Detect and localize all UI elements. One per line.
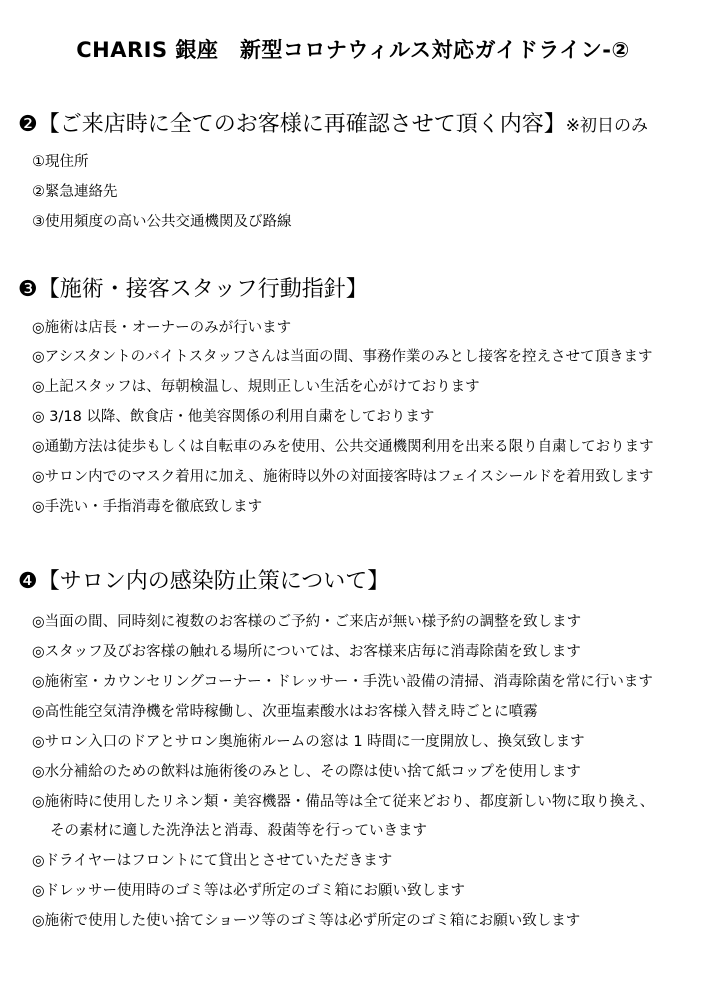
list-item: ◎施術は店長・オーナーのみが行います xyxy=(32,320,292,336)
list-item: ◎施術室・カウンセリングコーナー・ドレッサー・手洗い設備の清掃、消毒除菌を常に行います xyxy=(32,674,653,690)
list-item: ◎ 3/18 以降、飲食店・他美容関係の利用自粛をしております xyxy=(32,409,435,425)
list-item: ◎施術で使用した使い捨てショーツ等のゴミ等は必ず所定のゴミ箱にお願い致します xyxy=(32,913,581,929)
list-item: ◎ドライヤーはフロントにて貸出とさせていただきます xyxy=(32,853,393,869)
list-item: ◎当面の間、同時刻に複数のお客様のご予約・ご来店が無い様予約の調整を致します xyxy=(32,614,582,630)
list-item: ◎サロン入口のドアとサロン奥施術ルームの窓は 1 時間に一度開放し、換気致します xyxy=(32,734,585,750)
list-item: ①現住所 xyxy=(32,154,89,170)
list-item: ◎水分補給のための飲料は施術後のみとし、その際は使い捨て紙コップを使用します xyxy=(32,764,581,780)
section-heading-prevention: ❹【サロン内の感染防止策について】 xyxy=(18,569,390,594)
list-item: ②緊急連絡先 xyxy=(32,184,118,200)
section-heading-reconfirm xyxy=(18,110,648,141)
section-heading-text: ❷【ご来店時に全てのお客様に再確認させて頂く内容】 xyxy=(18,112,566,137)
list-item: ◎上記スタッフは、毎朝検温し、規則正しい生活を心がけております xyxy=(32,379,480,395)
list-item: ③使用頻度の高い公共交通機関及び路線 xyxy=(32,214,292,230)
section-note: ※初日のみ xyxy=(565,116,648,136)
list-item: ◎高性能空気清浄機を常時稼働し、次亜塩素酸水はお客様入替え時ごとに噴霧 xyxy=(32,704,538,720)
list-item: ◎ドレッサー使用時のゴミ等は必ず所定のゴミ箱にお願い致します xyxy=(32,883,466,899)
list-item: ◎手洗い・手指消毒を徹底致します xyxy=(32,499,263,515)
list-item: ◎施術時に使用したリネン類・美容機器・備品等は全て従来どおり、都度新しい物に取り換え、 xyxy=(32,794,655,810)
list-item: ◎スタッフ及びお客様の触れる場所については、お客様来店毎に消毒除菌を致します xyxy=(32,644,581,660)
list-item: ◎通勤方法は徒歩もしくは自転車のみを使用、公共交通機関利用を出来る限り自粛しております xyxy=(32,439,654,455)
list-item-continuation: その素材に適した洗浄法と消毒、殺菌等を行っていきます xyxy=(50,823,427,839)
list-item: ◎アシスタントのバイトスタッフさんは当面の間、事務作業のみとし接客を控えさせて頂きます xyxy=(32,349,653,365)
list-item: ◎サロン内でのマスク着用に加え、施術時以外の対面接客時はフェイスシールドを着用致します xyxy=(32,469,654,485)
section-heading-staff: ❸【施術・接客スタッフ行動指針】 xyxy=(18,277,368,302)
page-title: CHARIS 銀座 新型コロナウィルス対応ガイドライン-② xyxy=(76,38,630,62)
